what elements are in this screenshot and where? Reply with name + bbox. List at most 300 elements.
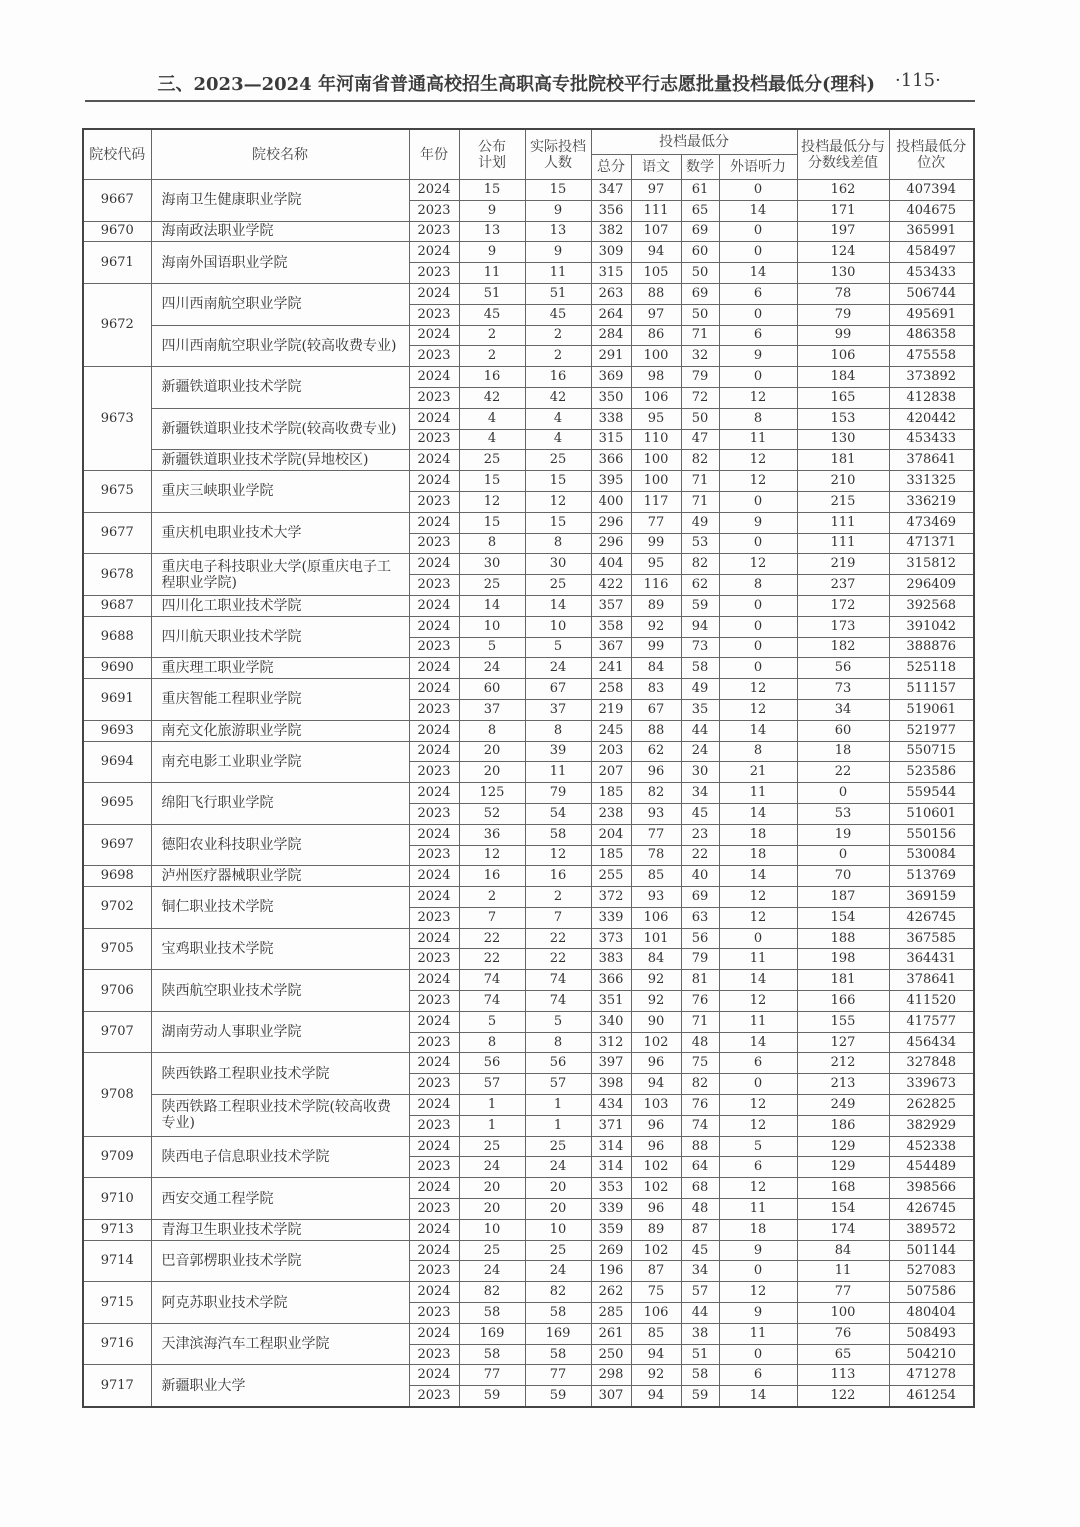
chinese-cell: 89 — [631, 595, 681, 616]
plan-cell: 52 — [459, 803, 525, 824]
rank-cell: 404675 — [889, 200, 974, 221]
plan-cell: 77 — [459, 1365, 525, 1386]
diff-cell: 197 — [797, 221, 889, 242]
year-cell: 2024 — [409, 554, 459, 575]
col-header-math: 数学 — [681, 155, 719, 180]
actual-cell: 51 — [525, 283, 591, 304]
listening-cell: 6 — [719, 283, 797, 304]
school-code: 9698 — [83, 866, 151, 887]
diff-cell: 84 — [797, 1240, 889, 1261]
diff-cell: 130 — [797, 263, 889, 284]
table-row — [83, 970, 974, 991]
chinese-cell: 97 — [631, 304, 681, 325]
school-code: 9693 — [83, 720, 151, 741]
school-code: 9715 — [83, 1282, 151, 1324]
rank-cell: 364431 — [889, 949, 974, 970]
school-code: 9710 — [83, 1178, 151, 1220]
total-cell: 371 — [591, 1115, 631, 1136]
chinese-cell: 92 — [631, 991, 681, 1012]
table-row — [83, 471, 974, 492]
diff-cell: 155 — [797, 1011, 889, 1032]
plan-cell: 12 — [459, 491, 525, 512]
chinese-cell: 96 — [631, 762, 681, 783]
diff-cell: 186 — [797, 1115, 889, 1136]
actual-cell: 8 — [525, 720, 591, 741]
rank-cell: 523586 — [889, 762, 974, 783]
actual-cell: 67 — [525, 679, 591, 700]
rank-cell: 412838 — [889, 387, 974, 408]
math-cell: 23 — [681, 824, 719, 845]
listening-cell: 12 — [719, 554, 797, 575]
rank-cell: 521977 — [889, 720, 974, 741]
math-cell: 81 — [681, 970, 719, 991]
table-row — [83, 616, 974, 637]
diff-cell: 129 — [797, 1157, 889, 1178]
actual-cell: 8 — [525, 1032, 591, 1053]
chinese-cell: 106 — [631, 387, 681, 408]
chinese-cell: 85 — [631, 1323, 681, 1344]
plan-cell: 24 — [459, 658, 525, 679]
listening-cell: 0 — [719, 637, 797, 658]
math-cell: 47 — [681, 429, 719, 450]
rank-cell: 513769 — [889, 866, 974, 887]
chinese-cell: 94 — [631, 1074, 681, 1095]
diff-cell: 77 — [797, 1282, 889, 1303]
listening-cell: 11 — [719, 949, 797, 970]
plan-cell: 51 — [459, 283, 525, 304]
actual-cell: 56 — [525, 1053, 591, 1074]
math-cell: 50 — [681, 263, 719, 284]
plan-cell: 8 — [459, 1032, 525, 1053]
table-row — [83, 180, 974, 201]
listening-cell: 14 — [719, 970, 797, 991]
math-cell: 60 — [681, 242, 719, 263]
chinese-cell: 100 — [631, 471, 681, 492]
plan-cell: 37 — [459, 699, 525, 720]
actual-cell: 37 — [525, 699, 591, 720]
actual-cell: 4 — [525, 408, 591, 429]
listening-cell: 11 — [719, 1199, 797, 1220]
rank-cell: 458497 — [889, 242, 974, 263]
total-cell: 261 — [591, 1323, 631, 1344]
chinese-cell: 93 — [631, 803, 681, 824]
total-cell: 315 — [591, 263, 631, 284]
school-code: 9707 — [83, 1011, 151, 1053]
col-header-listening: 外语听力 — [719, 155, 797, 180]
diff-cell: 56 — [797, 658, 889, 679]
rank-cell: 550156 — [889, 824, 974, 845]
rank-cell: 473469 — [889, 512, 974, 533]
year-cell: 2024 — [409, 1323, 459, 1344]
actual-cell: 1 — [525, 1115, 591, 1136]
school-code: 9690 — [83, 658, 151, 679]
year-cell: 2024 — [409, 1178, 459, 1199]
math-cell: 69 — [681, 221, 719, 242]
listening-cell: 0 — [719, 221, 797, 242]
chinese-cell: 105 — [631, 263, 681, 284]
actual-cell: 8 — [525, 533, 591, 554]
rank-cell: 452338 — [889, 1136, 974, 1157]
math-cell: 30 — [681, 762, 719, 783]
admission-scores-table — [82, 128, 975, 1408]
year-cell: 2023 — [409, 699, 459, 720]
listening-cell: 5 — [719, 1136, 797, 1157]
actual-cell: 15 — [525, 471, 591, 492]
actual-cell: 25 — [525, 450, 591, 471]
math-cell: 88 — [681, 1136, 719, 1157]
school-code: 9717 — [83, 1365, 151, 1407]
actual-cell: 39 — [525, 741, 591, 762]
total-cell: 422 — [591, 575, 631, 596]
math-cell: 61 — [681, 180, 719, 201]
math-cell: 56 — [681, 928, 719, 949]
listening-cell: 14 — [719, 866, 797, 887]
total-cell: 351 — [591, 991, 631, 1012]
plan-cell: 15 — [459, 471, 525, 492]
year-cell: 2024 — [409, 783, 459, 804]
chinese-cell: 87 — [631, 1261, 681, 1282]
chinese-cell: 116 — [631, 575, 681, 596]
school-name: 四川西南航空职业学院 — [151, 283, 409, 325]
math-cell: 38 — [681, 1323, 719, 1344]
actual-cell: 14 — [525, 595, 591, 616]
school-name: 宝鸡职业技术学院 — [151, 928, 409, 970]
school-code: 9714 — [83, 1240, 151, 1282]
listening-cell: 12 — [719, 450, 797, 471]
actual-cell: 58 — [525, 1344, 591, 1365]
school-name: 天津滨海汽车工程职业学院 — [151, 1323, 409, 1365]
rank-cell: 501144 — [889, 1240, 974, 1261]
diff-cell: 19 — [797, 824, 889, 845]
listening-cell: 12 — [719, 699, 797, 720]
col-header-plan: 公布计划 — [459, 129, 525, 180]
year-cell: 2023 — [409, 387, 459, 408]
school-name: 陕西铁路工程职业技术学院(较高收费专业) — [151, 1095, 409, 1137]
diff-cell: 182 — [797, 637, 889, 658]
school-code: 9688 — [83, 616, 151, 658]
diff-cell: 171 — [797, 200, 889, 221]
diff-cell: 162 — [797, 180, 889, 201]
total-cell: 366 — [591, 970, 631, 991]
listening-cell: 14 — [719, 1032, 797, 1053]
total-cell: 285 — [591, 1303, 631, 1324]
chinese-cell: 67 — [631, 699, 681, 720]
table-row — [83, 242, 974, 263]
plan-cell: 7 — [459, 907, 525, 928]
rank-cell: 461254 — [889, 1386, 974, 1407]
total-cell: 350 — [591, 387, 631, 408]
chinese-cell: 102 — [631, 1240, 681, 1261]
listening-cell: 12 — [719, 387, 797, 408]
rank-cell: 420442 — [889, 408, 974, 429]
year-cell: 2023 — [409, 263, 459, 284]
year-cell: 2024 — [409, 325, 459, 346]
total-cell: 219 — [591, 699, 631, 720]
diff-cell: 0 — [797, 783, 889, 804]
school-code: 9713 — [83, 1219, 151, 1240]
actual-cell: 45 — [525, 304, 591, 325]
math-cell: 69 — [681, 283, 719, 304]
total-cell: 185 — [591, 845, 631, 866]
plan-cell: 10 — [459, 616, 525, 637]
rank-cell: 315812 — [889, 554, 974, 575]
table-body — [83, 180, 974, 1408]
listening-cell: 14 — [719, 803, 797, 824]
chinese-cell: 96 — [631, 1136, 681, 1157]
actual-cell: 54 — [525, 803, 591, 824]
rank-cell: 456434 — [889, 1032, 974, 1053]
listening-cell: 18 — [719, 824, 797, 845]
diff-cell: 219 — [797, 554, 889, 575]
year-cell: 2023 — [409, 803, 459, 824]
school-name: 海南外国语职业学院 — [151, 242, 409, 284]
total-cell: 372 — [591, 887, 631, 908]
math-cell: 34 — [681, 1261, 719, 1282]
school-name: 重庆机电职业技术大学 — [151, 512, 409, 554]
total-cell: 263 — [591, 283, 631, 304]
math-cell: 59 — [681, 1386, 719, 1407]
diff-cell: 154 — [797, 907, 889, 928]
table-row — [83, 1323, 974, 1344]
math-cell: 40 — [681, 866, 719, 887]
total-cell: 315 — [591, 429, 631, 450]
plan-cell: 8 — [459, 533, 525, 554]
chinese-cell: 94 — [631, 242, 681, 263]
math-cell: 35 — [681, 699, 719, 720]
total-cell: 434 — [591, 1095, 631, 1116]
rank-cell: 382929 — [889, 1115, 974, 1136]
school-name: 德阳农业科技职业学院 — [151, 824, 409, 866]
chinese-cell: 62 — [631, 741, 681, 762]
table-row — [83, 1136, 974, 1157]
col-header-diff: 投档最低分与分数线差值 — [797, 129, 889, 180]
listening-cell: 8 — [719, 575, 797, 596]
total-cell: 204 — [591, 824, 631, 845]
rank-cell: 336219 — [889, 491, 974, 512]
col-header-chinese: 语文 — [631, 155, 681, 180]
math-cell: 24 — [681, 741, 719, 762]
total-cell: 339 — [591, 1199, 631, 1220]
rank-cell: 378641 — [889, 970, 974, 991]
math-cell: 71 — [681, 1011, 719, 1032]
listening-cell: 9 — [719, 1303, 797, 1324]
plan-cell: 36 — [459, 824, 525, 845]
math-cell: 69 — [681, 887, 719, 908]
plan-cell: 74 — [459, 991, 525, 1012]
chinese-cell: 90 — [631, 1011, 681, 1032]
math-cell: 45 — [681, 803, 719, 824]
table-row — [83, 824, 974, 845]
year-cell: 2024 — [409, 1282, 459, 1303]
listening-cell: 0 — [719, 1261, 797, 1282]
plan-cell: 15 — [459, 512, 525, 533]
total-cell: 339 — [591, 907, 631, 928]
year-cell: 2023 — [409, 991, 459, 1012]
math-cell: 57 — [681, 1282, 719, 1303]
year-cell: 2024 — [409, 1095, 459, 1116]
listening-cell: 12 — [719, 887, 797, 908]
total-cell: 262 — [591, 1282, 631, 1303]
math-cell: 44 — [681, 1303, 719, 1324]
actual-cell: 2 — [525, 887, 591, 908]
diff-cell: 130 — [797, 429, 889, 450]
diff-cell: 65 — [797, 1344, 889, 1365]
total-cell: 347 — [591, 180, 631, 201]
chinese-cell: 92 — [631, 970, 681, 991]
year-cell: 2024 — [409, 887, 459, 908]
plan-cell: 12 — [459, 845, 525, 866]
year-cell: 2023 — [409, 1344, 459, 1365]
plan-cell: 20 — [459, 1178, 525, 1199]
year-cell: 2024 — [409, 471, 459, 492]
year-cell: 2024 — [409, 741, 459, 762]
plan-cell: 4 — [459, 429, 525, 450]
diff-cell: 18 — [797, 741, 889, 762]
chinese-cell: 99 — [631, 637, 681, 658]
math-cell: 53 — [681, 533, 719, 554]
total-cell: 395 — [591, 471, 631, 492]
rank-cell: 508493 — [889, 1323, 974, 1344]
listening-cell: 14 — [719, 263, 797, 284]
rank-cell: 471278 — [889, 1365, 974, 1386]
table-row — [83, 783, 974, 804]
actual-cell: 11 — [525, 263, 591, 284]
table-row — [83, 367, 974, 388]
table-row — [83, 325, 974, 346]
actual-cell: 25 — [525, 575, 591, 596]
rank-cell: 369159 — [889, 887, 974, 908]
page-title: 三、2023—2024 年河南省普通高校招生高职高专批院校平行志愿批量投档最低分(理科) — [157, 74, 875, 95]
school-code: 9672 — [83, 283, 151, 366]
plan-cell: 25 — [459, 575, 525, 596]
rank-cell: 511157 — [889, 679, 974, 700]
actual-cell: 74 — [525, 970, 591, 991]
rank-cell: 471371 — [889, 533, 974, 554]
rank-cell: 510601 — [889, 803, 974, 824]
math-cell: 76 — [681, 1095, 719, 1116]
table-row — [83, 554, 974, 575]
plan-cell: 9 — [459, 242, 525, 263]
year-cell: 2024 — [409, 512, 459, 533]
diff-cell: 122 — [797, 1386, 889, 1407]
diff-cell: 181 — [797, 970, 889, 991]
rank-cell: 559544 — [889, 783, 974, 804]
listening-cell: 14 — [719, 1386, 797, 1407]
chinese-cell: 96 — [631, 1053, 681, 1074]
math-cell: 75 — [681, 1053, 719, 1074]
plan-cell: 22 — [459, 949, 525, 970]
year-cell: 2024 — [409, 1219, 459, 1240]
plan-cell: 45 — [459, 304, 525, 325]
school-name: 绵阳飞行职业学院 — [151, 783, 409, 825]
rank-cell: 367585 — [889, 928, 974, 949]
actual-cell: 5 — [525, 1011, 591, 1032]
year-cell: 2024 — [409, 1365, 459, 1386]
year-cell: 2023 — [409, 221, 459, 242]
actual-cell: 16 — [525, 866, 591, 887]
col-header-year: 年份 — [409, 129, 459, 180]
school-code: 9716 — [83, 1323, 151, 1365]
total-cell: 398 — [591, 1074, 631, 1095]
plan-cell: 25 — [459, 1240, 525, 1261]
chinese-cell: 89 — [631, 1219, 681, 1240]
year-cell: 2023 — [409, 1115, 459, 1136]
chinese-cell: 111 — [631, 200, 681, 221]
table-row — [83, 1240, 974, 1261]
total-cell: 356 — [591, 200, 631, 221]
rank-cell: 486358 — [889, 325, 974, 346]
total-cell: 340 — [591, 1011, 631, 1032]
plan-cell: 25 — [459, 450, 525, 471]
school-code: 9675 — [83, 471, 151, 513]
actual-cell: 2 — [525, 346, 591, 367]
year-cell: 2023 — [409, 491, 459, 512]
year-cell: 2023 — [409, 346, 459, 367]
diff-cell: 210 — [797, 471, 889, 492]
school-code: 9702 — [83, 887, 151, 929]
actual-cell: 74 — [525, 991, 591, 1012]
rank-cell: 407394 — [889, 180, 974, 201]
plan-cell: 125 — [459, 783, 525, 804]
table-row — [83, 595, 974, 616]
year-cell: 2023 — [409, 533, 459, 554]
listening-cell: 14 — [719, 200, 797, 221]
diff-cell: 173 — [797, 616, 889, 637]
math-cell: 51 — [681, 1344, 719, 1365]
year-cell: 2023 — [409, 949, 459, 970]
diff-cell: 79 — [797, 304, 889, 325]
total-cell: 382 — [591, 221, 631, 242]
diff-cell: 53 — [797, 803, 889, 824]
rank-cell: 530084 — [889, 845, 974, 866]
math-cell: 63 — [681, 907, 719, 928]
school-code: 9670 — [83, 221, 151, 242]
listening-cell: 14 — [719, 720, 797, 741]
year-cell: 2023 — [409, 845, 459, 866]
math-cell: 34 — [681, 783, 719, 804]
listening-cell: 0 — [719, 242, 797, 263]
total-cell: 207 — [591, 762, 631, 783]
chinese-cell: 88 — [631, 720, 681, 741]
listening-cell: 9 — [719, 512, 797, 533]
math-cell: 49 — [681, 512, 719, 533]
plan-cell: 42 — [459, 387, 525, 408]
total-cell: 314 — [591, 1157, 631, 1178]
school-code: 9671 — [83, 242, 151, 284]
listening-cell: 11 — [719, 429, 797, 450]
actual-cell: 24 — [525, 658, 591, 679]
rank-cell: 475558 — [889, 346, 974, 367]
actual-cell: 9 — [525, 242, 591, 263]
rank-cell: 373892 — [889, 367, 974, 388]
math-cell: 72 — [681, 387, 719, 408]
diff-cell: 198 — [797, 949, 889, 970]
math-cell: 94 — [681, 616, 719, 637]
listening-cell: 6 — [719, 325, 797, 346]
chinese-cell: 86 — [631, 325, 681, 346]
actual-cell: 77 — [525, 1365, 591, 1386]
table-row — [83, 866, 974, 887]
plan-cell: 60 — [459, 679, 525, 700]
rank-cell: 365991 — [889, 221, 974, 242]
math-cell: 73 — [681, 637, 719, 658]
school-name: 西安交通工程学院 — [151, 1178, 409, 1220]
school-name: 重庆理工职业学院 — [151, 658, 409, 679]
actual-cell: 7 — [525, 907, 591, 928]
chinese-cell: 102 — [631, 1157, 681, 1178]
math-cell: 22 — [681, 845, 719, 866]
actual-cell: 25 — [525, 1240, 591, 1261]
